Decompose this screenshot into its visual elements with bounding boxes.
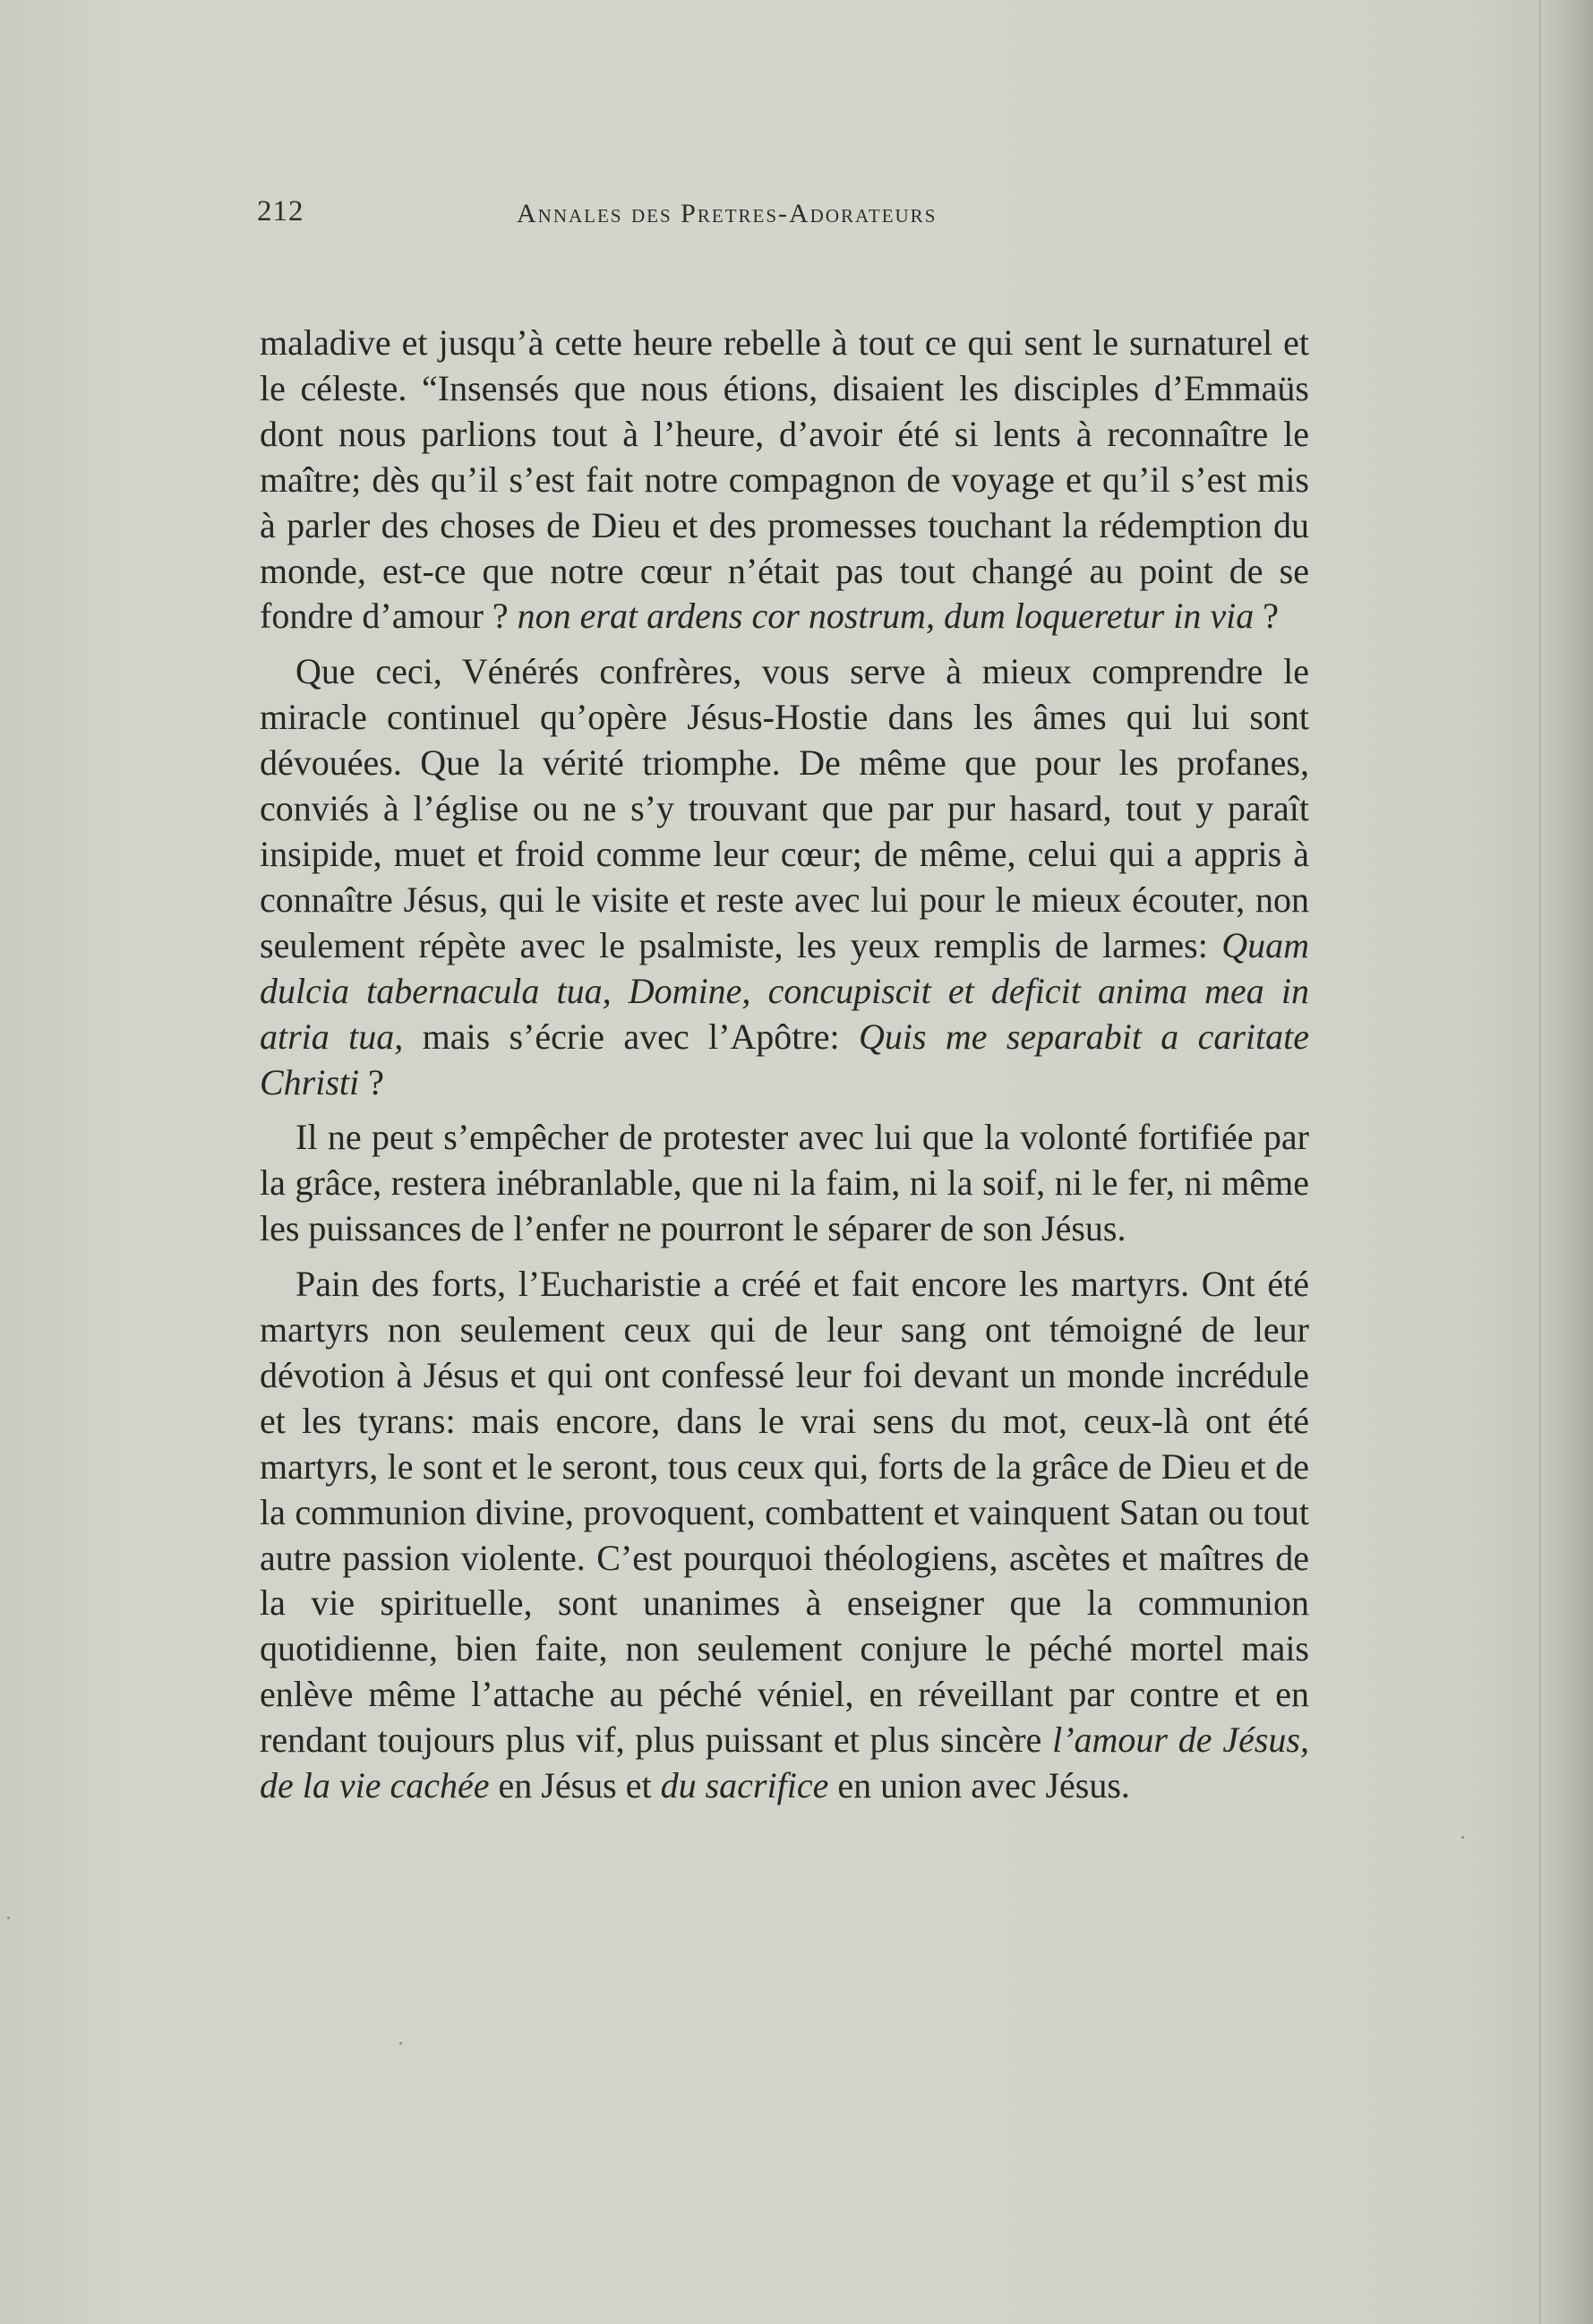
text-segment: ? [359, 1061, 384, 1102]
paragraph [260, 1262, 1309, 1809]
paragraph [260, 321, 1309, 639]
text-segment: maladive et jusqu’à cette heure rebelle à tout ce qui sent le surnaturel et le céleste. “Insensés que nous étions, disaient les disciples d’Emmaüs dont nous parlions tout à l’heure, d’avoir été si lents à reconnaître le maître; dès qu’il s’est fait notre compagnon de voyage et qu’il s’est mis à parler des choses de Dieu et des promesses touchant la rédemption du monde, est-ce que notre cœur n’était pas tout changé au point de se fondre d’amour ? [260, 322, 1309, 637]
text-segment: Pain des forts, l’Eucharistie a créé et fait encore les martyrs. Ont été martyrs non seulement ceux qui de leur sang ont témoigné de leur dévotion à Jésus et qui ont confessé leur foi devant un monde incrédule et les tyrans: mais encore, dans le vrai sens du mot, ceux-là ont été martyrs, le sont et le seront, tous ceux qui, forts de la grâce de Dieu et de la communion divine, provoquent, combattent et vainquent Satan ou tout autre passion violente. C’est pourquoi théologiens, ascètes et maîtres de la vie spirituelle, sont unanimes à enseigner que la communion quotidienne, bien faite, non seulement conjure le péché mortel mais enlève même l’attache au péché véniel, en réveillant par contre et en rendant toujours plus vif, plus puissant et plus sincère [260, 1264, 1309, 1761]
body-text [260, 321, 1309, 1819]
text-segment: Il ne peut s’empêcher de protester avec lui que la volonté fortifiée par la grâce, restera inébranlable, que ni la faim, ni la soif, ni le fer, ni même les puissances de l’enfer ne pourront le séparer de son Jésus. [260, 1117, 1309, 1249]
text-segment: en union avec Jésus. [828, 1765, 1130, 1806]
page-header [257, 195, 1309, 231]
paper-speck [1461, 1836, 1464, 1839]
paragraph [260, 1115, 1309, 1252]
paragraph [260, 649, 1309, 1105]
page-edge [1539, 0, 1593, 2324]
latin-quote: Quam dulcia tabernacula tua, Domine, concupiscit et deficit anima mea in atria tua, [260, 924, 1309, 1057]
paper-speck [399, 2042, 402, 2045]
latin-quote: non erat ardens cor nostrum, dum loqueretur in via [517, 596, 1255, 637]
text-segment: mais s’écrie avec l’Apôtre: [403, 1016, 859, 1057]
text-segment: Que ceci, Vénérés confrères, vous serve à mieux comprendre le miracle continuel qu’opère Jésus-Hostie dans les âmes qui lui sont dévouées. Que la vérité triomphe. De même que pour les profanes, conviés à l’église ou ne s’y trouvant que par pur hasard, tout y paraît insipide, muet et froid comme leur cœur; de même, celui qui a appris à connaître Jésus, qui le visite et reste avec lui pour le mieux écouter, non seulement répète avec le psalmiste, les yeux remplis de larmes: [260, 651, 1309, 965]
italic-phrase: l’amour de Jésus, de la vie cachée [260, 1719, 1309, 1806]
running-head: Annales des Pretres-Adorateurs [517, 199, 938, 228]
latin-quote: Quis me separabit a caritate Christi [260, 1016, 1310, 1102]
text-segment: ? [1254, 596, 1279, 637]
italic-phrase: du sacrifice [660, 1765, 829, 1806]
page-number: 212 [257, 195, 304, 227]
text-segment: en Jésus et [489, 1765, 661, 1806]
paper-speck [7, 1917, 10, 1919]
